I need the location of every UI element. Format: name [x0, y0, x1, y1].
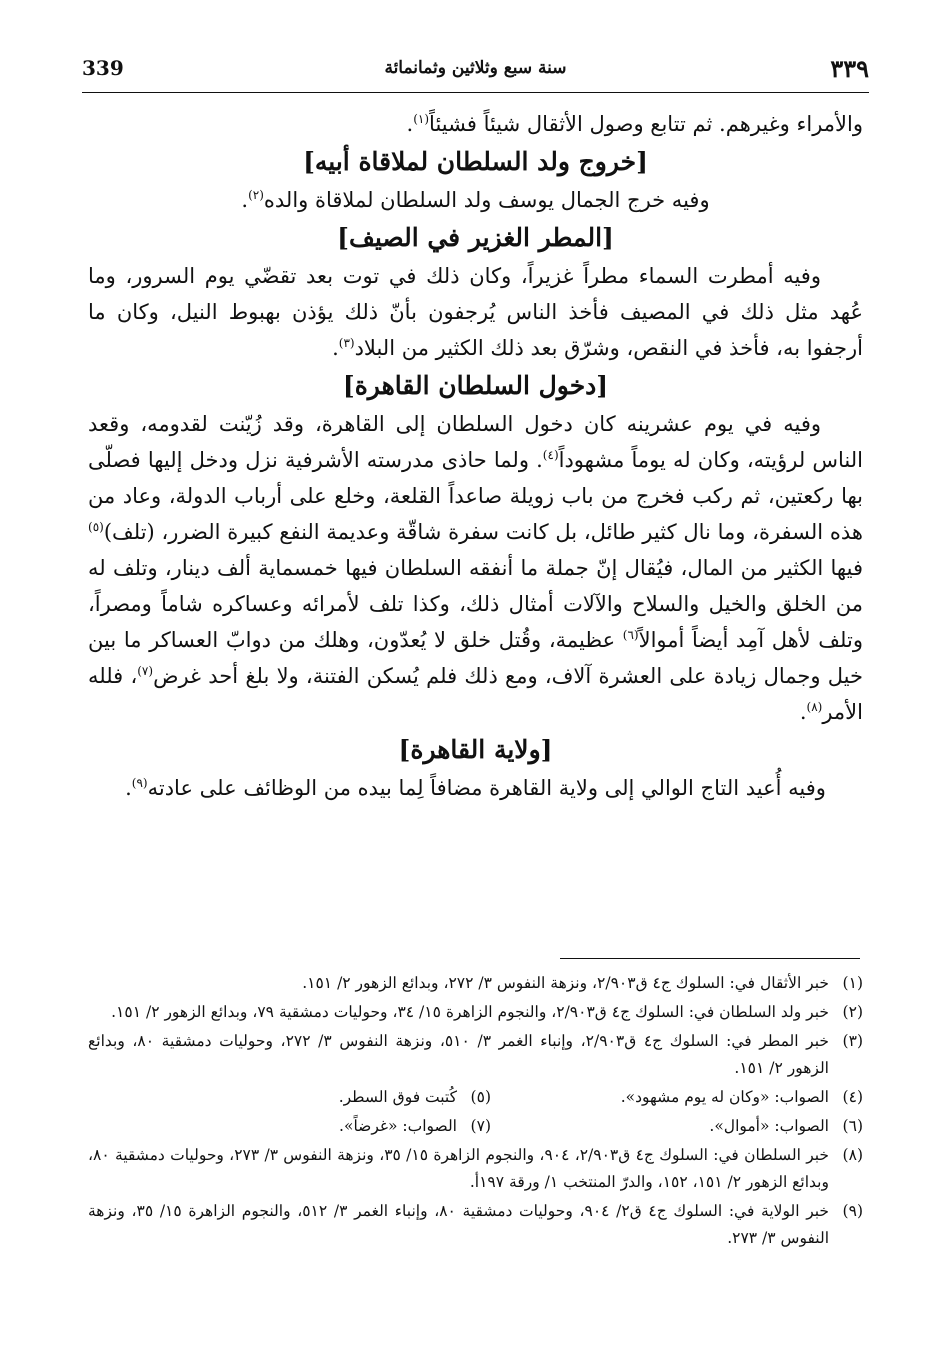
- footnote-marker: (٧): [470, 1117, 491, 1135]
- intro-line: [88, 106, 863, 142]
- footnote-text: الصواب: «غرضاً».: [339, 1117, 457, 1135]
- paragraph-2-text: وفيه أمطرت السماء مطراً غزيراً، وكان ذلك في توت بعد تقضّي يوم السرور، وما عُهد مثل ذلك في المصيف فأخذ الناس يُرجفون بأنّ ذلك يؤذن بهبوط النيل، وكان ما أرجفوا به، فأخذ في النقص، وشرّق بعد ذلك الكثير من البلاد: [88, 264, 863, 360]
- footnote-marker: (٥): [470, 1088, 491, 1106]
- footnote-ref: (٨): [806, 700, 823, 714]
- footnote-6: [491, 1113, 863, 1140]
- paragraph-3-text-d: عظيمة، وقُتل خلق لا يُعدّون، وهلك من دوابّ العساكر ما بين خيل وجمال زيادة على العشرة آلاف، ومع ذلك فلم يُسكن الفتنة، ولا بلغ أحد غرض: [88, 628, 864, 688]
- footnote-ref: (٥): [88, 520, 104, 534]
- paragraph-3-text-a: وفيه في يوم عشرينه كان دخول السلطان إلى القاهرة، وقد زُيّنت لقدومه، وقعد الناس لرؤيته، وكان له يوماً مشهوداً: [88, 412, 863, 472]
- footnote-7: [119, 1113, 491, 1140]
- paragraph-2-end: .: [332, 336, 339, 360]
- paragraph-3: [88, 406, 863, 730]
- footnote-marker: (٦): [842, 1117, 863, 1135]
- paragraph-4-text: وفيه أُعيد التاج الوالي إلى ولاية القاهرة مضافاً لِما بيده من الوظائف على عادته: [147, 776, 826, 800]
- footnote-marker: (٣): [842, 1032, 863, 1050]
- footnote-text: كُتبت فوق السطر.: [338, 1088, 457, 1106]
- footnote-text: خبر ولد السلطان في: السلوك ج٤ ق٢/٩٠٣، والنجوم الزاهرة ١٥/ ٣٤، وحوليات دمشقية ٧٩، وبدائع الزهور ٢/ ١٥١.: [111, 1003, 829, 1021]
- footnotes: [88, 970, 863, 1254]
- footnote-pair-4-5: [88, 1084, 863, 1113]
- footnote-marker: (٨): [842, 1146, 863, 1164]
- paragraph-3-text-b: . ولما حاذى مدرسته الأشرفية نزل ودخل إليها فصلّى بها ركعتين، ثم ركب فخرج من باب زويلة صاعداً القلعة، وخلع على أرباب الدولة، وعاد من هذه السفرة، وما نال كثير طائل، بل كانت سفرة شاقّة وعديمة النفع كبيرة الضرر، (تلف): [88, 448, 863, 544]
- footnote-ref: (١): [413, 112, 430, 126]
- page-header: [82, 52, 869, 88]
- footnote-ref: (٣): [338, 336, 355, 350]
- section-heading-2: [المطر الغزير في الصيف]: [337, 223, 614, 252]
- footnote-pair-6-7: [88, 1113, 863, 1142]
- page-number-arabic: ٣٣٩: [830, 54, 869, 83]
- footnote-text: خبر الولاية في: السلوك ج٤ ق٢/ ٩٠٤، وحوليات دمشقية ٨٠، وإنباء الغمر ٣/ ٥١٢، والنجوم الزاهرة ١٥/ ٣٥، ونزهة النفوس ٣/ ٢٧٣.: [88, 1202, 830, 1247]
- footnote-1: [88, 970, 863, 997]
- paragraph-4-end: .: [125, 776, 132, 800]
- main-text: [88, 106, 863, 806]
- footnote-ref: (٦): [622, 628, 639, 642]
- paragraph-3-end: .: [799, 700, 807, 724]
- footnote-rule: [560, 958, 860, 959]
- footnote-5: [119, 1084, 491, 1111]
- running-title: سنة سبع وثلاثين وثمانمائة: [384, 58, 567, 78]
- footnote-text: خبر الأثقال في: السلوك ج٤ ق٢/٩٠٣، ونزهة النفوس ٣/ ٢٧٢، وبدائع الزهور ٢/ ١٥١.: [302, 974, 829, 992]
- footnote-ref: (٢): [248, 188, 264, 202]
- footnote-8: [88, 1142, 863, 1196]
- footnote-text: خبر المطر في: السلوك ج٤ ق٢/٩٠٣، وإنباء الغمر ٣/ ٥١٠، ونزهة النفوس ٣/ ٢٧٢، وحوليات دمشقية ٨٠، وبدائع الزهور ٢/ ١٥١.: [88, 1032, 829, 1077]
- paragraph-1: [88, 182, 863, 218]
- footnote-text: الصواب: «أموال».: [709, 1117, 829, 1135]
- footnote-3: [88, 1028, 863, 1082]
- footnote-text: خبر السلطان في: السلوك ج٤ ق٢/٩٠٣، ٩٠٤، والنجوم الزاهرة ١٥/ ٣٥، ونزهة النفوس ٣/ ٢٧٣، وحوليات دمشقية ٨٠، وبدائع الزهور ٢/ ١٥١، ١٥٢، والدرّ المنتخب ١/ ورقة ١٩٧أ.: [88, 1146, 830, 1191]
- footnote-ref: (٧): [137, 664, 154, 678]
- footnote-ref: (٤): [542, 448, 559, 462]
- intro-text: والأمراء وغيرهم. ثم تتابع وصول الأثقال شيئاً فشيئاً: [429, 112, 863, 136]
- section-heading-1: [خروج ولد السلطان لملاقاة أبيه]: [303, 147, 648, 176]
- paragraph-2: [88, 258, 863, 366]
- section-heading-4: [ولاية القاهرة]: [398, 735, 553, 764]
- footnote-marker: (٢): [842, 1003, 863, 1021]
- footnote-4: [491, 1084, 863, 1111]
- paragraph-1-end: .: [241, 188, 249, 212]
- header-rule: [82, 92, 869, 93]
- footnote-marker: (٩): [842, 1202, 863, 1220]
- intro-end: .: [406, 112, 414, 136]
- footnote-marker: (١): [842, 974, 863, 992]
- footnote-2: [88, 999, 863, 1026]
- footnote-ref: (٩): [131, 776, 148, 790]
- page-number: 339: [82, 56, 124, 80]
- paragraph-1-text: وفيه خرج الجمال يوسف ولد السلطان لملاقاة والده: [263, 188, 710, 212]
- section-heading-3: [دخول السلطان القاهرة]: [342, 371, 609, 400]
- footnote-text: الصواب: «وكان له يوم مشهود».: [620, 1088, 829, 1106]
- footnote-marker: (٤): [842, 1088, 863, 1106]
- paragraph-3-text-c: فيها الكثير من المال، فيُقال إنّ جملة ما أنفقه السلطان فيها خمسماية ألف دينار، وتلف له من الخلق والخيل والسلاح والآلات أمثال ذلك، وكذا تلف لأمرائه وعساكره شاماً ومصراً، وتلف لأهل آمِد أيضاً أموالاً: [88, 556, 863, 652]
- paragraph-3-text-e: ، فلله الأمر: [88, 664, 863, 724]
- paragraph-4: [88, 770, 863, 806]
- footnote-9: [88, 1198, 863, 1252]
